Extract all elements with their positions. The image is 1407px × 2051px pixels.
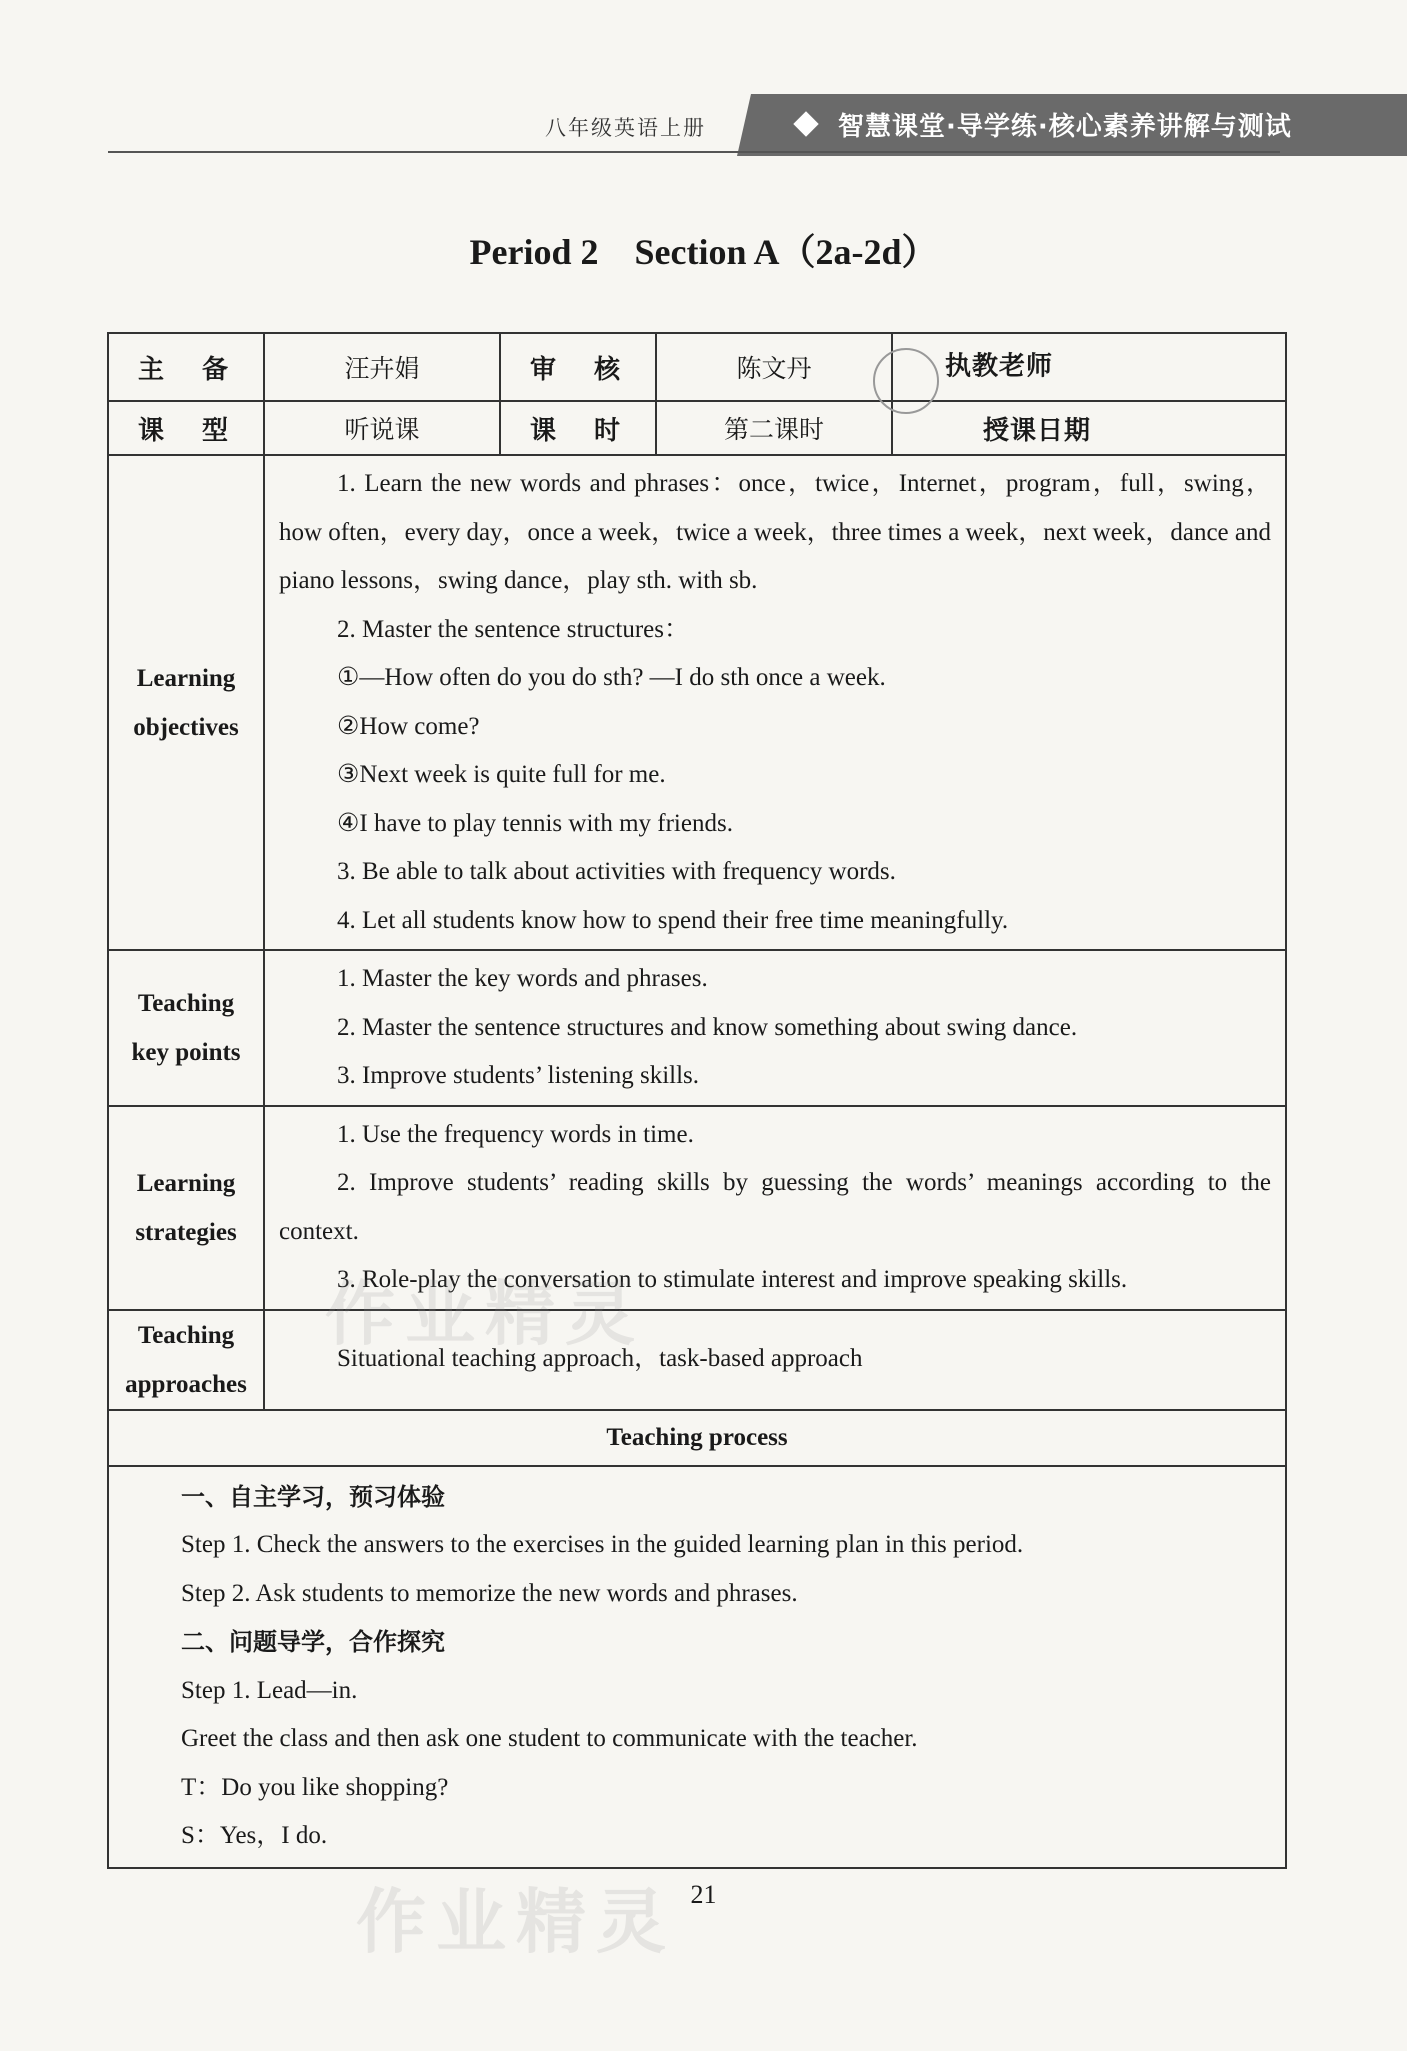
value-period: 第二课时 [656,401,892,455]
approaches-row [108,1310,1286,1410]
process-step-3: Step 1. Lead—in. [181,1676,358,1704]
keypoints-label: Teaching key points [108,950,264,1106]
process-step-2: Step 2. Ask students to memorize the new words and phrases. [181,1579,798,1607]
label-shenhe: 审 核 [500,333,656,401]
objectives-label: Learning objectives [108,455,264,950]
objective-1: 1. Learn the new words and phrases：once，twice，Internet，program，full，swing，how often，every day，once a week，twice a week，three times a week，next week，dance and piano lessons，swing dance，play sth. with sb. [279,470,1271,594]
keypoints-content [264,950,1286,1106]
process-heading: Teaching process [108,1410,1286,1466]
objective-3: 3. Be able to talk about activities with frequency words. [337,858,896,885]
keypoint-2: 2. Master the sentence structures and know something about swing dance. [337,1013,1078,1041]
label-date: 授课日期 [892,401,1286,455]
process-step-1: Step 1. Check the answers to the exercises in the guided learning plan in this period. [181,1531,1024,1558]
label-zhubei: 主 备 [108,333,264,401]
strategy-3: 3. Role-play the conversation to stimulate interest and improve speaking skills. [337,1266,1128,1293]
value-type: 听说课 [264,401,500,455]
info-row-2 [108,401,1286,455]
label-type: 课 型 [108,401,264,455]
label-period: 课 时 [500,401,656,455]
objective-4: 4. Let all students know how to spend their free time meaningfully. [337,906,1009,934]
process-text-1: Greet the class and then ask one student to communicate with the teacher. [181,1725,918,1752]
dialogue-line-1: T：Do you like shopping? [181,1773,449,1801]
strategies-row [108,1106,1286,1310]
keypoint-1: 1. Master the key words and phrases. [337,965,708,992]
page-number: 21 [690,1880,717,1909]
dialogue-line-2: S：Yes，I do. [181,1822,328,1849]
book-title: 八年级英语上册 [545,116,706,140]
strategy-1: 1. Use the frequency words in time. [337,1120,694,1148]
strategies-label: Learning strategies [108,1106,264,1310]
info-row-1 [108,333,1286,401]
process-row [108,1466,1286,1868]
sentence-2: ②How come? [337,712,480,740]
seal-stamp [873,348,939,414]
page-title: Period 2 Section A（2a-2d） [469,232,938,272]
header-rule [108,151,1280,153]
process-heading-row [108,1410,1286,1466]
strategy-2: 2. Improve students’ reading skills by guessing the words’ meanings according to the context. [279,1169,1271,1245]
label-teacher-text: 执教老师 [945,351,1054,382]
section-heading-1: 一、自主学习，预习体验 [181,1482,445,1511]
objective-2: 2. Master the sentence structures： [337,615,689,643]
objectives-content [264,455,1286,950]
watermark-bottom: 作业精灵 [356,1881,676,1963]
sentence-1: ①—How often do you do sth? —I do sth once a week. [337,664,886,691]
approaches-text: Situational teaching approach，task-based approach [337,1345,863,1373]
sentence-3: ③Next week is quite full for me. [337,761,666,788]
section-heading-2: 二、问题导学，合作探究 [181,1628,445,1656]
approaches-label: Teaching approaches [108,1310,264,1410]
process-content [108,1466,1286,1868]
value-shenhe: 陈文丹 [656,333,892,401]
lesson-plan-table [107,332,1287,1869]
label-teacher [892,333,1286,401]
value-zhubei: 汪卉娟 [264,333,500,401]
watermark: 作业精灵 [325,1273,645,1355]
objectives-row [108,455,1286,950]
series-title: 智慧课堂·导学练·核心素养讲解与测试 [838,112,1292,142]
keypoint-3: 3. Improve students’ listening skills. [337,1062,700,1089]
sentence-4: ④I have to play tennis with my friends. [337,809,733,837]
keypoints-row [108,950,1286,1106]
